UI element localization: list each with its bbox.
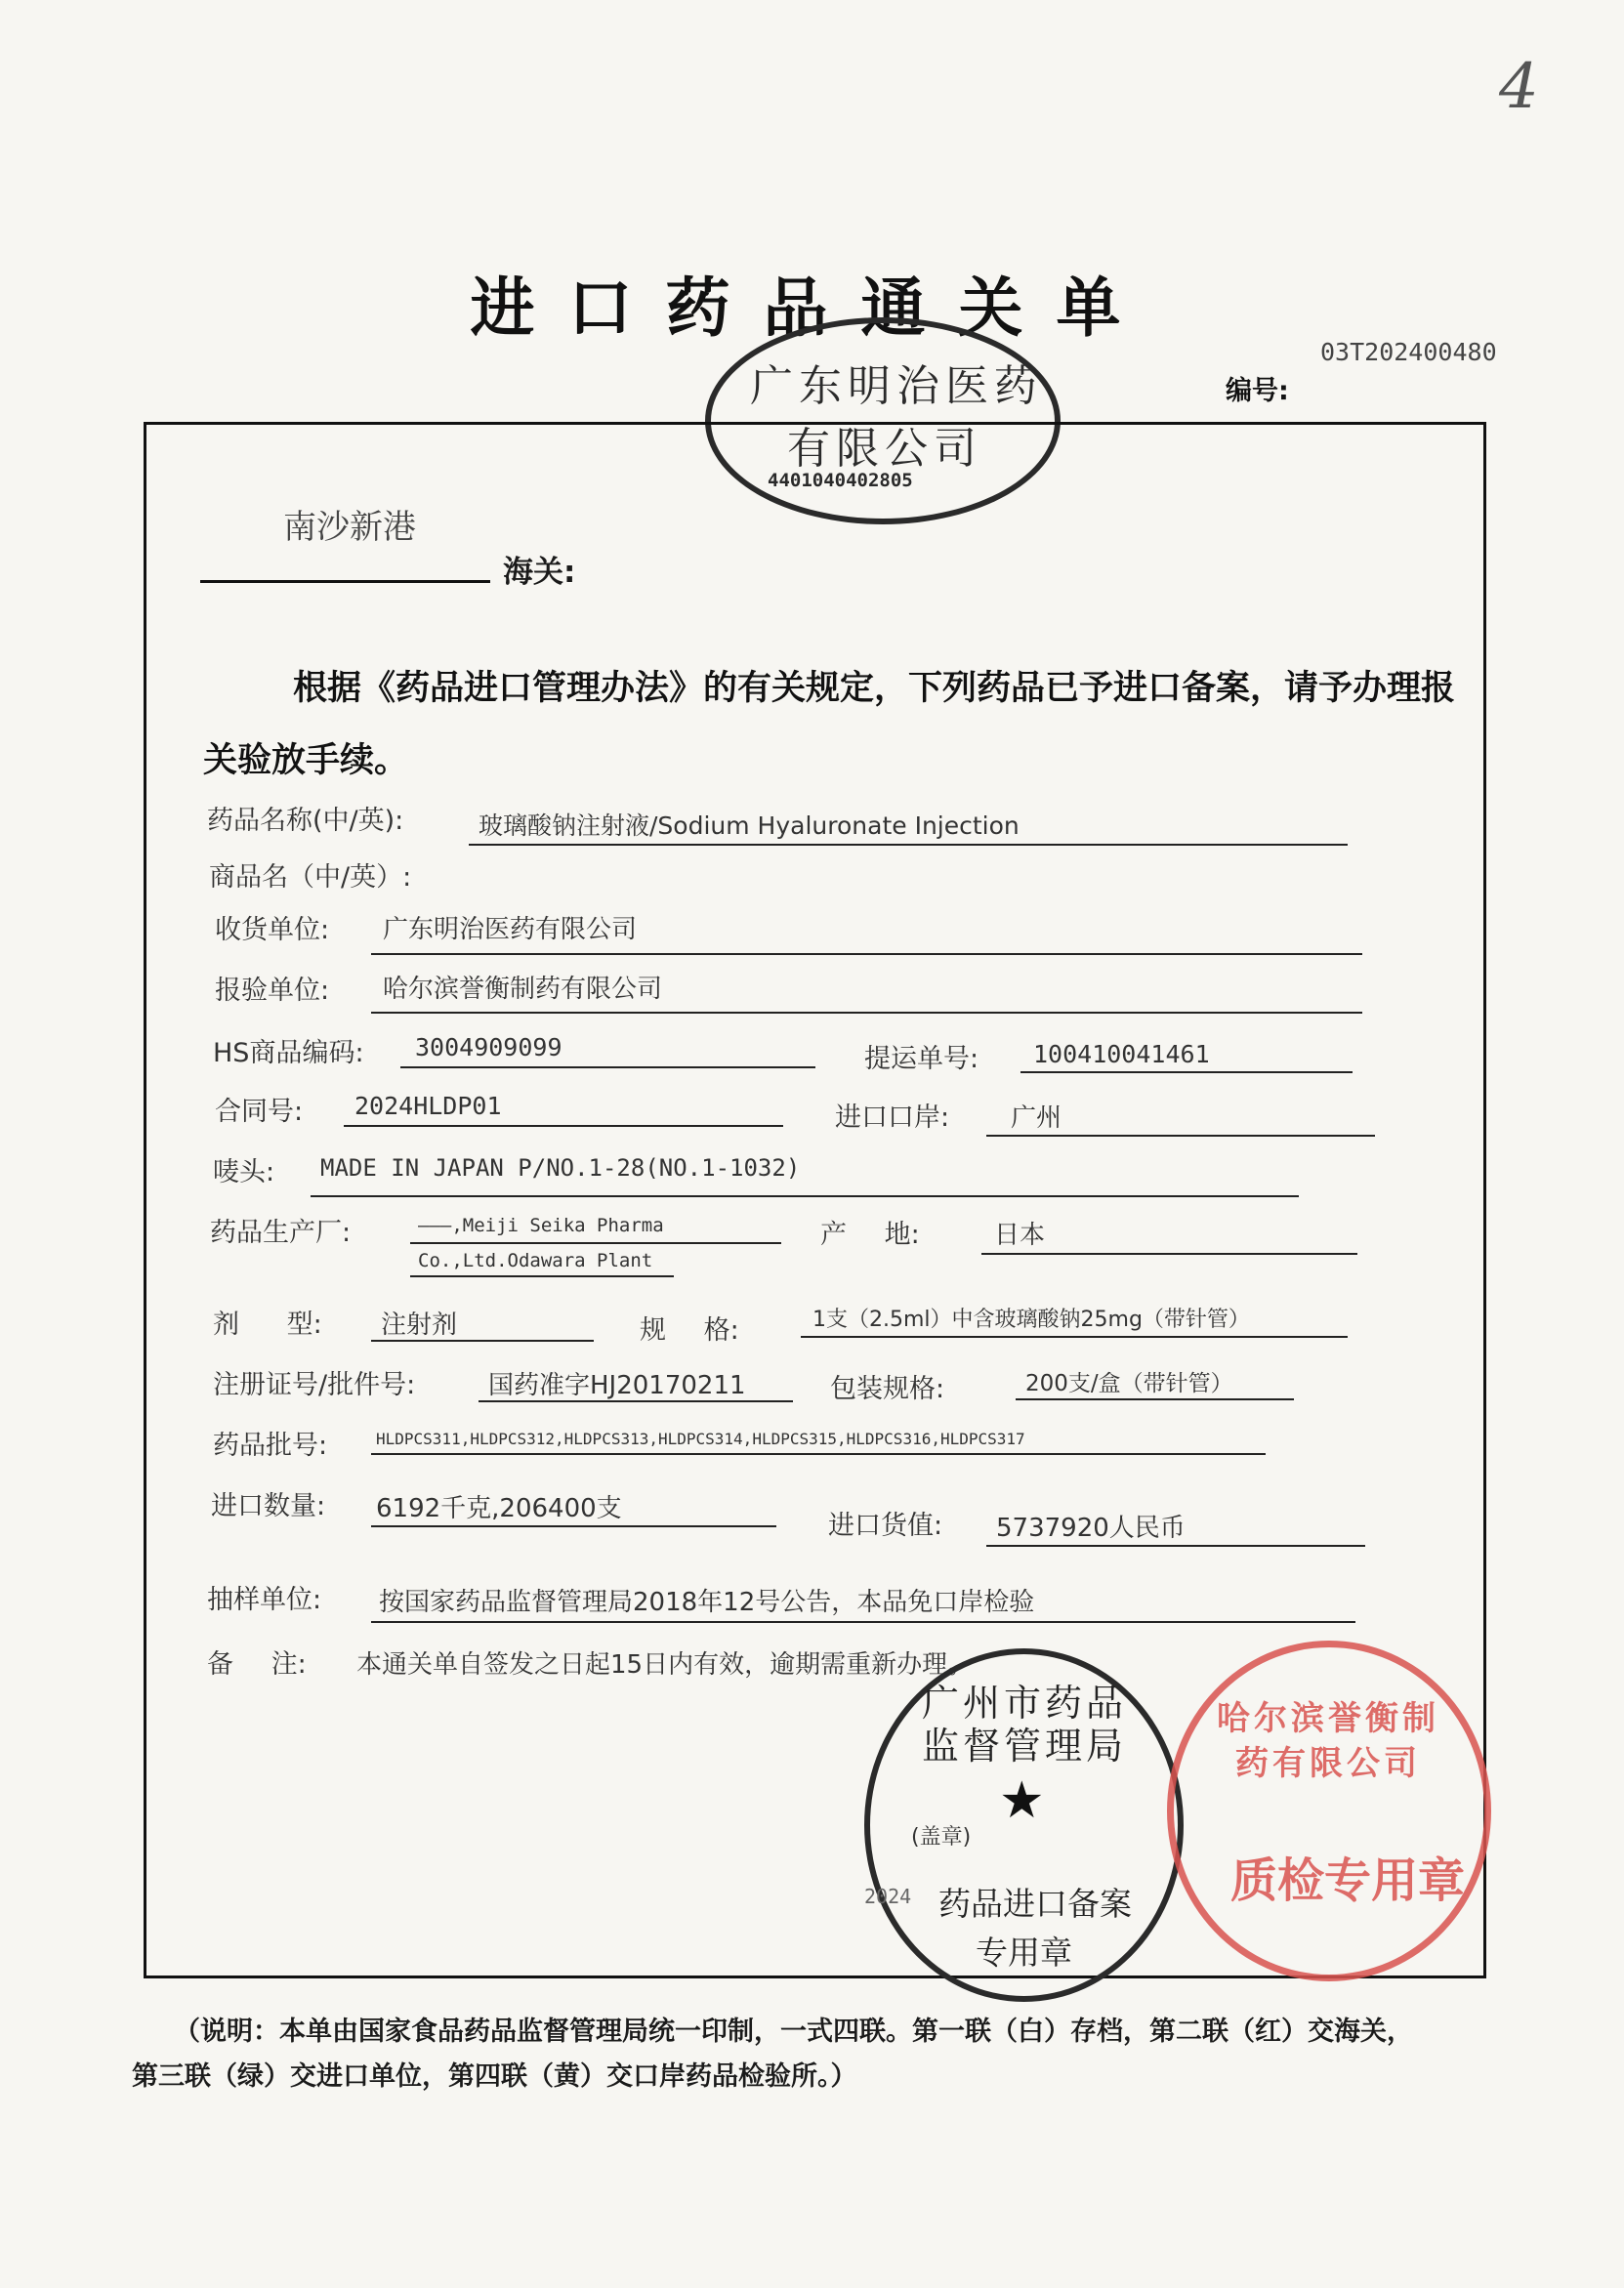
serial-number: 03T202400480 [1320,338,1497,366]
qc-stamp-red [1167,1641,1491,1981]
drug-name-label: 药品名称(中/英): [207,806,404,836]
customs-port-underline [200,580,490,583]
inspection-unit-underline [371,1012,1362,1014]
dosage-form-underline [371,1340,594,1342]
package-underline [1016,1398,1294,1400]
consignee-value: 广东明治医药有限公司 [383,915,638,944]
sampling-value: 按国家药品监督管理局2018年12号公告，本品免口岸检验 [379,1588,1035,1617]
company-stamp-name: 广东明治医药 [750,361,1043,411]
document-title: 进口药品通关单 [470,270,1154,346]
origin-label: 产 地: [820,1220,920,1250]
hs-code-label: HS商品编码: [213,1038,364,1068]
spec-value: 1支（2.5ml）中含玻璃酸钠25mg（带针管） [812,1308,1250,1332]
sampling-underline [371,1621,1355,1623]
inspection-unit-value: 哈尔滨誉衡制药有限公司 [383,975,663,1004]
remark-label: 备 注: [207,1649,307,1680]
customs-port-value: 南沙新港 [283,508,416,547]
manufacturer-underline-1 [410,1242,781,1244]
drug-name-underline [469,844,1348,846]
drug-name-value: 玻璃酸钠注射液/Sodium Hyaluronate Injection [479,811,1020,840]
reg-no-label: 注册证号/批件号: [213,1370,416,1400]
mark-underline [311,1195,1299,1197]
fda-stamp-line2: 专用章 [976,1934,1072,1972]
fda-stamp [864,1648,1184,2002]
import-port-value: 广州 [1011,1103,1062,1133]
spec-label: 规 格: [640,1315,739,1346]
manufacturer-underline-2 [410,1275,674,1277]
mark-label: 唛头: [213,1157,275,1187]
origin-underline [981,1253,1357,1255]
spec-underline [801,1336,1348,1338]
declaration-paragraph: 根据《药品进口管理办法》的有关规定，下列药品已予进口备案，请予办理报关验放手续。 [203,668,1456,780]
import-value-label: 进口货值: [828,1511,943,1541]
hs-code-underline [400,1066,815,1068]
contract-no-underline [344,1125,783,1127]
fda-stamp-seal-note: (盖章) [911,1825,972,1850]
fda-stamp-line1: 药品进口备案 [938,1885,1132,1923]
bill-no-label: 提运单号: [864,1044,979,1074]
quantity-underline [371,1525,776,1527]
contract-no-label: 合同号: [215,1097,304,1127]
import-port-underline [986,1135,1375,1137]
import-value-underline [986,1545,1365,1547]
dosage-form-label: 剂 型: [213,1310,322,1340]
footer-note-line1: （说明：本单由国家食品药品监督管理局统一印制，一式四联。第一联（白）存档，第二联（红）交海关， [174,2017,1413,2047]
company-stamp-number: 4401040402805 [768,470,913,491]
bill-no-underline [1020,1071,1353,1073]
hs-code-value: 3004909099 [415,1033,562,1061]
fda-stamp-arc: 广州市药品监督管理局 [921,1682,1127,1768]
contract-no-value: 2024HLDP01 [354,1092,502,1120]
batch-label: 药品批号: [213,1431,328,1461]
batch-value: HLDPCS311,HLDPCS312,HLDPCS313,HLDPCS314,HLDPCS315,HLDPCS316,HLDPCS317 [376,1430,1025,1448]
fda-stamp-star-icon: ★ [999,1771,1045,1830]
dosage-form-value: 注射剂 [381,1310,458,1340]
remark-value: 本通关单自签发之日起15日内有效，逾期需重新办理。 [356,1650,974,1680]
qc-stamp-center: 质检专用章 [1230,1853,1466,1908]
package-label: 包装规格: [830,1374,945,1404]
manufacturer-line1: ———,Meiji Seika Pharma [418,1215,664,1236]
mark-value: MADE IN JAPAN P/NO.1-28(NO.1-1032) [320,1154,801,1182]
fda-stamp-date: 2024 [864,1885,912,1908]
import-value-value: 5737920人民币 [996,1514,1186,1543]
manufacturer-line2: Co.,Ltd.Odawara Plant [418,1250,653,1271]
import-port-label: 进口口岸: [835,1102,950,1133]
reg-no-underline [479,1400,793,1402]
serial-label: 编号: [1226,376,1289,406]
trade-name-label: 商品名（中/英）: [209,862,412,893]
reg-no-value: 国药准字HJ20170211 [488,1371,746,1400]
consignee-underline [371,953,1362,955]
package-value: 200支/盒（带针管） [1025,1371,1233,1396]
quantity-label: 进口数量: [211,1491,326,1521]
company-stamp-suffix: 有限公司 [787,424,982,474]
origin-value: 日本 [994,1221,1046,1250]
customs-label: 海关: [503,555,576,590]
manufacturer-label: 药品生产厂: [210,1218,352,1248]
qc-stamp-company: 哈尔滨誉衡制药有限公司 [1217,1699,1439,1783]
sampling-label: 抽样单位: [207,1585,322,1615]
bill-no-value: 100410041461 [1033,1040,1210,1068]
consignee-label: 收货单位: [215,915,330,945]
inspection-unit-label: 报验单位: [215,976,330,1006]
handwritten-page-mark: 4 [1499,51,1539,123]
footer-note-line2: 第三联（绿）交进口单位，第四联（黄）交口岸药品检验所。） [132,2061,857,2092]
batch-underline [371,1453,1266,1455]
quantity-value: 6192千克,206400支 [376,1494,622,1523]
